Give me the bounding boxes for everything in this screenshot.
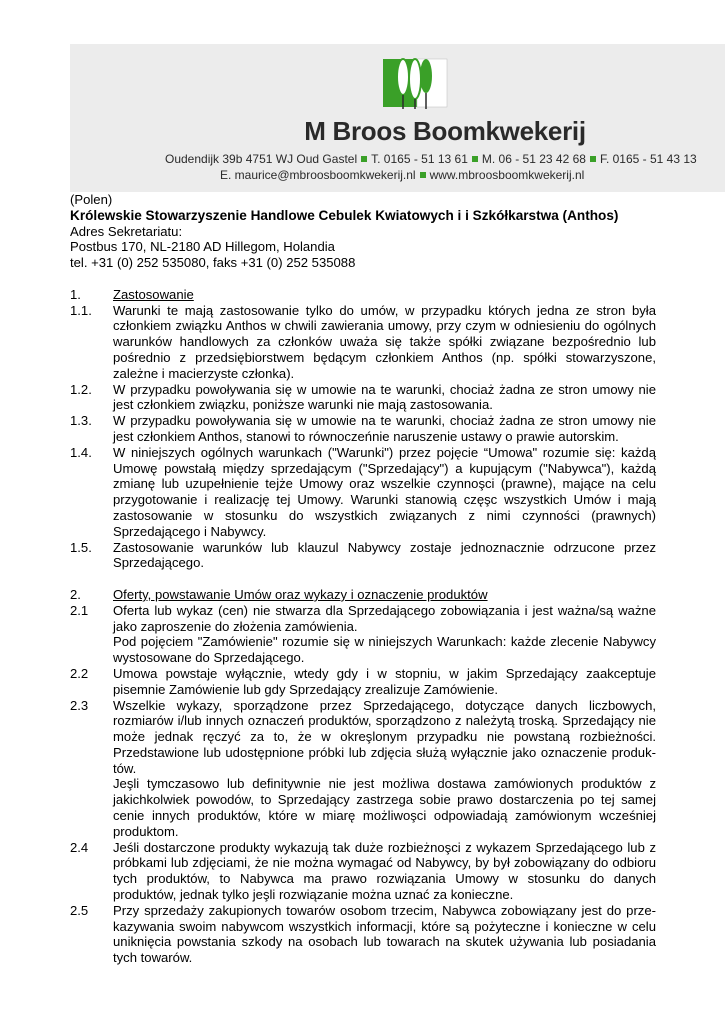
clause-text: W przypadku powoływania się w umowie na te warunki, chociaż żadna ze stron umowy nie jest członkiem związku, poniższe warunki nie mają zastosowania.: [113, 381, 656, 413]
letterhead: [70, 44, 725, 192]
website-link[interactable]: www.mbroosboomkwekerij.nl: [429, 168, 585, 182]
address-text: Oudendijk 39b 4751 WJ Oud Gastel: [165, 152, 358, 166]
clause-2-4: [70, 840, 656, 903]
contact-line-email-web: [220, 168, 584, 182]
separator-square-icon: [472, 156, 478, 162]
clause-text: Wszelkie wykazy, sporządzone przez Sprzedającego, dotyczące danych liczbowych, rozmiarów i/lub innych oznaczeń produktów, sporządzono z należytą troską. Sprzedający nie może jednak ręczyć za to, że w okreşlonym przypadku nie powstaną rozbieżności. Przedstawione lub udostępnione próbki lub zdjęcia służą wyłącznie jako oznaczenie produk-tów.: [113, 697, 656, 776]
clause-number: 2.3: [70, 697, 89, 713]
clause-number: 1.5.: [70, 539, 92, 555]
fax-text: F. 0165 - 51 43 13: [599, 152, 697, 166]
clause-text: Warunki te mają zastosowanie tylko do umów, w przypadku których jedna ze stron była członkiem związku Anthos w chwili zawierania umowy, przy czym w odniesieniu do ogólnych warunków handlowych za członków uważa się także spółki związane bezpośrednio lub pośrednio z przedsiębiorstwem będącym członkiem Anthos (np. spółki stowarzyszone, zależne i macierzyste członka).: [113, 302, 656, 381]
separator-square-icon: [361, 156, 367, 162]
separator-square-icon: [590, 156, 596, 162]
section-number: 2.: [70, 586, 81, 602]
telephone-text: T. 0165 - 51 13 61: [371, 152, 468, 166]
clause-text-continued: Jeşli tymczasowo lub definitywnie nie jest możliwa dostawa zamówionych produktów z jakichkolwiek powodów, to Sprzedający zastrzega sobie prawo dostarczenia po tej samej cenie innych produktów, które w miarę możliwoşci odpowiadają zamówionym wcześniej produktom.: [113, 776, 656, 839]
clause-2-5: [70, 903, 656, 966]
clause-text: Przy sprzedaży zakupionych towarów osobom trzecim, Nabywca zobowiązany jest do prze-kazywania swoim nabywcom wszystkich informacji, które są pożyteczne i konieczne w celu uniknięcia powstania szkody na osobach lub towarach na skutek używania lub posiadania tych towarów.: [113, 902, 656, 966]
secretariat-label: Adres Sekretariatu:: [70, 223, 183, 239]
clause-number: 2.1: [70, 602, 89, 618]
clause-number: 2.5: [70, 902, 89, 918]
contact-line-address-phone: [165, 152, 697, 166]
clause-text: Zastosowanie warunków lub klauzul Nabywcy zostaje jednoznacznie odrzucone przez Sprzedającego.: [113, 539, 656, 571]
clause-text: Umowa powstaje wyłącznie, wtedy gdy i w stopniu, w jakim Sprzedający zaakceptuje pisemnie Zamówienie lub gdy Sprzedający zrealizuje Zamówienie.: [113, 665, 656, 697]
document-title: Królewskie Stowarzyszenie Handlowe Cebulek Kwiatowych i i Szkółkarstwa (Anthos): [70, 207, 619, 223]
clause-number: 1.4.: [70, 444, 92, 460]
company-name: M Broos Boomkwekerij: [304, 116, 586, 146]
section-title: Oferty, powstawanie Umów oraz wykazy i oznaczenie produktów: [113, 586, 488, 602]
document-body: [70, 192, 656, 966]
section-heading-1: [70, 287, 656, 303]
company-logo-icon: [379, 49, 451, 115]
clause-2-1: [70, 603, 656, 666]
clause-1-4: [70, 445, 656, 540]
clause-2-2: [70, 666, 656, 698]
section-title: Zastosowanie: [113, 286, 194, 302]
clause-number: 1.2.: [70, 381, 92, 397]
section-heading-2: [70, 587, 656, 603]
country-label: (Polen): [70, 192, 113, 207]
email-link[interactable]: E. maurice@mbroosboomkwekerij.nl: [220, 168, 416, 182]
section-number: 1.: [70, 286, 81, 302]
mobile-text: M. 06 - 51 23 42 68: [481, 152, 586, 166]
clause-text: W przypadku powoływania się w umowie na te warunki, chociaż żadna ze stron umowy nie jest członkiem Anthos, stanowi to równoczeńnie naruszenie ustawy o prawie autorskim.: [113, 413, 656, 444]
clause-text: Jeśli dostarczone produkty wykazują tak duże rozbieżnoşci z wykazem Sprzedającego lub z próbkami lub zdjęciami, że nie można wymagać od Nabywcy, by był zobowiązany do odbioru tych produktów, to Nabywca ma prawo rozwiązania Umowy w stosunku do danych produktów, jednak tylko jeşli rozwiązanie można uznać za konieczne.: [113, 839, 656, 903]
clause-1-1: [70, 303, 656, 382]
clause-1-2: [70, 382, 656, 414]
clause-text-continued: Pod pojęciem "Zamówienie" rozumie się w niniejszych Warunkach: każde zlecenie Nabywcy wystosowane do Sprzedającego.: [113, 634, 656, 666]
clause-1-5: [70, 540, 656, 572]
secretariat-address: Postbus 170, NL-2180 AD Hillegom, Holandia: [70, 239, 335, 255]
clause-1-3: [70, 413, 656, 445]
clause-number: 2.4: [70, 839, 89, 855]
clause-number: 1.3.: [70, 413, 92, 429]
clause-2-3: [70, 698, 656, 840]
clause-text: W niniejszych ogólnych warunkach ("Warunki") przez pojęcie “Umowa" rozumie się: każdą Umowę powstałą między sprzedającym ("Sprzedający") a kupującym ("Nabywca"), każdą zmianę lub uzupełnienie tejże Umowy oraz wszelkie czynnoşci (prawne), mające na celu przygotowanie i realizację tej Umowy. Warunki stanowią częşc wszystkich Umów i mają zastosowanie w stosunku do wszystkich związanych z nimi czynności (prawnych) Sprzedającego i Nabywcy.: [113, 444, 656, 539]
clause-text: Oferta lub wykaz (cen) nie stwarza dla Sprzedającego zobowiązania i jest ważna/są ważne jako zaproszenie do złożenia zamówienia.: [113, 602, 656, 634]
separator-square-icon: [420, 172, 426, 178]
clause-number: 1.1.: [70, 302, 92, 318]
clause-number: 2.2: [70, 665, 89, 681]
secretariat-phone: tel. +31 (0) 252 535080, faks +31 (0) 252 535088: [70, 255, 356, 271]
